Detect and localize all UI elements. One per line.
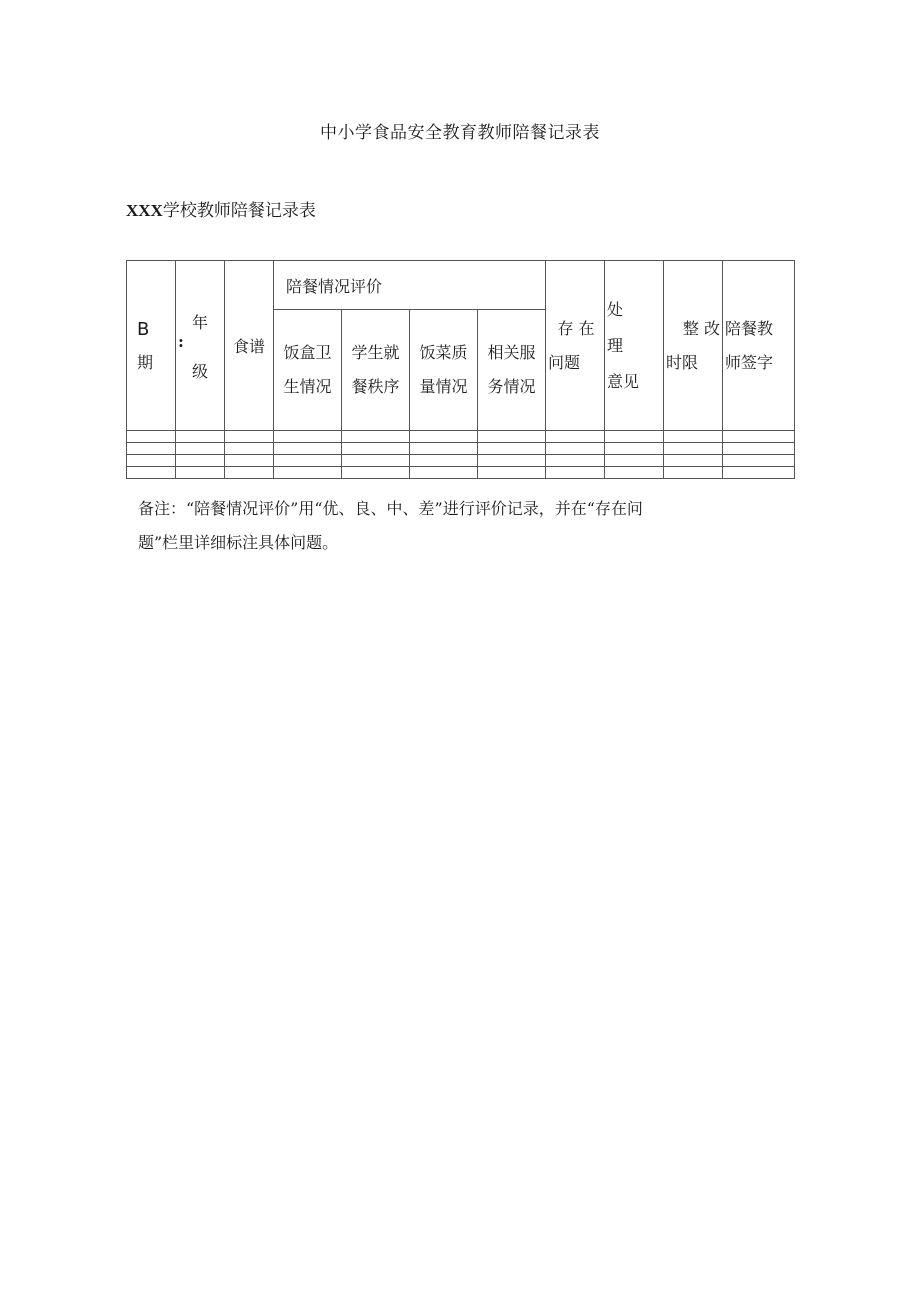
- header-related-service: [478, 310, 546, 431]
- header-related-service-line1: 相关服: [487, 343, 536, 362]
- table-cell[interactable]: [723, 443, 795, 455]
- table-cell[interactable]: [225, 443, 274, 455]
- header-issues-line1: 存 在: [557, 318, 595, 338]
- table-cell[interactable]: [410, 443, 478, 455]
- table-cell[interactable]: [342, 455, 410, 467]
- table-cell[interactable]: [410, 455, 478, 467]
- table-cell[interactable]: [664, 431, 723, 443]
- header-grade: [176, 261, 225, 431]
- school-name-placeholder: XXX: [126, 201, 163, 220]
- table-cell[interactable]: [478, 455, 546, 467]
- header-menu: [225, 261, 274, 431]
- table-cell[interactable]: [342, 431, 410, 443]
- header-deadline-line2: 时限: [666, 352, 699, 372]
- header-grade-line1: 年: [191, 312, 208, 332]
- header-opinion: [605, 261, 664, 431]
- table-cell[interactable]: [478, 443, 546, 455]
- table-cell[interactable]: [723, 467, 795, 479]
- table-cell[interactable]: [127, 467, 176, 479]
- table-cell[interactable]: [127, 455, 176, 467]
- table-cell[interactable]: [605, 431, 664, 443]
- table-cell[interactable]: [342, 443, 410, 455]
- footnote: [138, 492, 788, 560]
- table-cell[interactable]: [664, 455, 723, 467]
- header-lunchbox-hygiene-line1: 饭盒卫: [283, 343, 332, 362]
- table-cell[interactable]: [274, 443, 342, 455]
- table-cell[interactable]: [176, 443, 225, 455]
- header-meal-evaluation: 陪餐情况评价: [274, 261, 546, 310]
- table-cell[interactable]: [225, 455, 274, 467]
- header-related-service-line2: 务情况: [487, 377, 536, 396]
- header-opinion-line2: 理: [607, 335, 624, 355]
- record-title-rest: 学校教师陪餐记录表: [162, 201, 316, 221]
- table-row: [127, 443, 795, 455]
- table-cell[interactable]: [546, 443, 605, 455]
- table-cell[interactable]: [225, 431, 274, 443]
- header-food-quality: [410, 310, 478, 431]
- header-teacher-signature: [723, 261, 795, 431]
- table-cell[interactable]: [127, 431, 176, 443]
- header-opinion-line3: 意见: [607, 371, 640, 391]
- header-issues-line2: 问题: [548, 352, 581, 372]
- meal-record-table: [126, 260, 795, 479]
- header-date: [127, 261, 176, 431]
- header-issues: [546, 261, 605, 431]
- table-cell[interactable]: [546, 455, 605, 467]
- table-cell[interactable]: [605, 443, 664, 455]
- table-cell[interactable]: [274, 431, 342, 443]
- footnote-line1: 备注：“陪餐情况评价”用“优、良、中、差”进行评价记录，并在“存在问: [138, 499, 643, 518]
- table-cell[interactable]: [274, 467, 342, 479]
- table-cell[interactable]: [605, 455, 664, 467]
- header-lunchbox-hygiene: [274, 310, 342, 431]
- table-cell[interactable]: [225, 467, 274, 479]
- table-cell[interactable]: [342, 467, 410, 479]
- header-food-quality-line1: 饭菜质: [419, 343, 468, 362]
- header-grade-line2: 级: [191, 361, 208, 381]
- table-cell[interactable]: [546, 431, 605, 443]
- header-dining-order-line2: 餐秩序: [351, 377, 400, 396]
- header-dining-order: [342, 310, 410, 431]
- table-cell[interactable]: [127, 443, 176, 455]
- header-date-line2: 期: [137, 352, 154, 372]
- header-date-line1: B: [137, 318, 150, 340]
- header-food-quality-line2: 量情况: [419, 377, 468, 396]
- header-menu-text: 食谱: [232, 337, 265, 356]
- table-cell[interactable]: [478, 431, 546, 443]
- table-cell[interactable]: [664, 443, 723, 455]
- table-cell[interactable]: [605, 467, 664, 479]
- table-cell[interactable]: [546, 467, 605, 479]
- footnote-line2: 题”栏里详细标注具体问题。: [138, 533, 339, 552]
- header-deadline-line1: 整 改: [682, 318, 721, 338]
- table-cell[interactable]: [176, 431, 225, 443]
- document-title: 中小学食品安全教育教师陪餐记录表: [320, 123, 600, 143]
- table-cell[interactable]: [176, 467, 225, 479]
- table-row: [127, 431, 795, 443]
- school-record-title: [126, 196, 316, 221]
- header-deadline: [664, 261, 723, 431]
- header-dining-order-line1: 学生就: [351, 343, 400, 362]
- header-sign-line2: 师签字: [725, 352, 774, 372]
- header-grade-colon: :: [178, 331, 184, 351]
- header-lunchbox-hygiene-line2: 生情况: [283, 377, 332, 396]
- table-cell[interactable]: [274, 455, 342, 467]
- header-opinion-line1: 处: [607, 299, 624, 319]
- table-row: [127, 455, 795, 467]
- table-cell[interactable]: [176, 455, 225, 467]
- table-cell[interactable]: [664, 467, 723, 479]
- table-cell[interactable]: [410, 467, 478, 479]
- header-sign-line1: 陪餐教: [725, 318, 774, 338]
- table-cell[interactable]: [410, 431, 478, 443]
- table-cell[interactable]: [723, 431, 795, 443]
- table-row: [127, 467, 795, 479]
- table-cell[interactable]: [723, 455, 795, 467]
- table-cell[interactable]: [478, 467, 546, 479]
